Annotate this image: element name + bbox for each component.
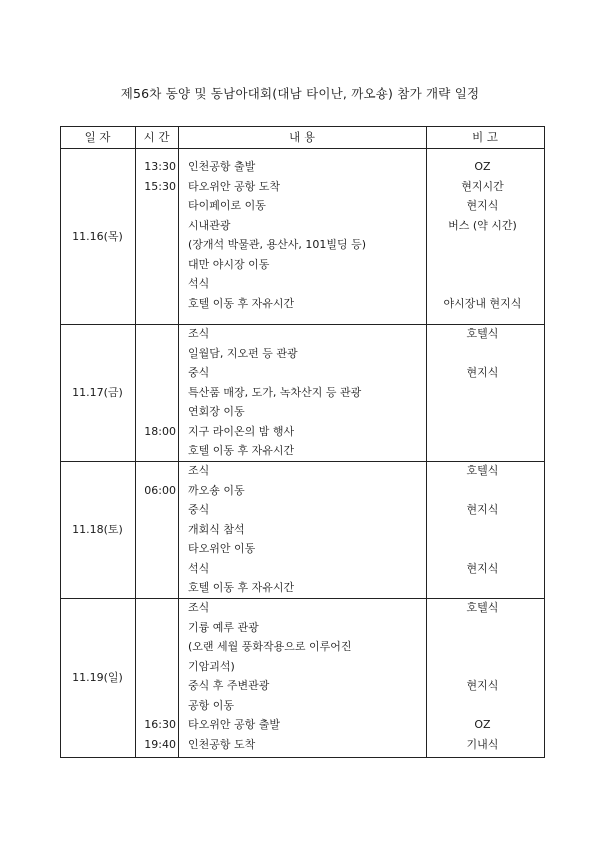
day-date: 11.18(토)	[72, 523, 123, 536]
day-date: 11.16(목)	[72, 230, 123, 243]
row-note: 현지식	[466, 561, 499, 575]
row-content: 개회식 참석	[188, 522, 245, 536]
row-note: 현지시간	[461, 179, 504, 193]
row-content: 조식	[188, 601, 210, 614]
row-content: 기암괴석)	[188, 659, 235, 673]
row-note: 버스 (약 시간)	[448, 218, 517, 232]
row-content: 공항 이동	[188, 698, 235, 712]
row-content: 중식	[188, 366, 210, 379]
table-bottom-border	[60, 757, 545, 758]
row-content: 타오위안 공항 도착	[188, 179, 281, 193]
row-note: 야시장내 현지식	[443, 296, 522, 310]
row-content: 호텔 이동 후 자유시간	[188, 444, 295, 457]
row-note: 기내식	[466, 737, 499, 751]
row-note: 호텔식	[466, 327, 499, 340]
row-content: 조식	[188, 327, 210, 340]
row-content: 까오숑 이동	[188, 483, 245, 497]
row-time: 18:00	[144, 424, 176, 438]
row-content: 조식	[188, 464, 210, 477]
row-content: 중식	[188, 503, 210, 516]
row-note: 현지식	[466, 199, 499, 212]
row-time: 13:30	[144, 160, 176, 173]
row-content: 호텔 이동 후 자유시간	[188, 581, 295, 594]
column-divider	[135, 126, 136, 758]
row-content: 중식 후 주변관광	[188, 679, 270, 692]
row-content: (장개석 박물관, 용산사, 101빌딩 등)	[188, 238, 367, 251]
document-title: 제56차 동양 및 동남아대회(대남 타이난, 까오숑) 참가 개략 일정	[120, 86, 480, 101]
row-time: 16:30	[144, 718, 176, 731]
row-time: 19:40	[144, 737, 176, 751]
header-content: 내 용	[289, 130, 315, 144]
row-content: 특산품 매장, 도가, 녹차산지 등 관광	[188, 385, 362, 399]
row-note: OZ	[474, 160, 491, 173]
header-date: 일 자	[84, 130, 111, 144]
row-content: 타오위안 이동	[188, 542, 256, 555]
row-note: 호텔식	[466, 601, 499, 614]
header-note: 비 고	[472, 130, 498, 144]
header-time: 시 간	[143, 130, 170, 144]
row-content: 시내관광	[188, 218, 231, 232]
row-note: 현지식	[466, 503, 499, 516]
row-time: 15:30	[144, 179, 176, 193]
row-content: 연회장 이동	[188, 405, 245, 418]
row-content: 지구 라이온의 밤 행사	[188, 424, 295, 438]
day-date: 11.17(금)	[72, 386, 123, 399]
row-content: 일월담, 지오펀 등 관광	[188, 346, 298, 360]
header-bottom-border	[60, 148, 545, 149]
row-content: 호텔 이동 후 자유시간	[188, 296, 295, 310]
day-date: 11.19(일)	[72, 671, 123, 684]
row-content: (오랜 세월 풍화작용으로 이루어진	[188, 640, 352, 653]
row-time: 06:00	[144, 483, 176, 497]
row-content: 석식	[188, 561, 210, 575]
table-left-border	[60, 126, 61, 758]
row-content: 인천공항 도착	[188, 737, 256, 751]
row-note: 호텔식	[466, 464, 499, 477]
column-divider	[178, 126, 179, 758]
row-content: 인천공항 출발	[188, 160, 256, 173]
row-content: 대만 야시장 이동	[188, 257, 270, 271]
row-note: 현지식	[466, 366, 499, 379]
row-content: 타이페이로 이동	[188, 199, 266, 212]
row-note: 현지식	[466, 679, 499, 692]
row-content: 타오위안 공항 출발	[188, 718, 281, 731]
row-content: 석식	[188, 277, 210, 290]
row-note: OZ	[474, 718, 491, 731]
row-content: 기륭 예루 관광	[188, 620, 259, 634]
